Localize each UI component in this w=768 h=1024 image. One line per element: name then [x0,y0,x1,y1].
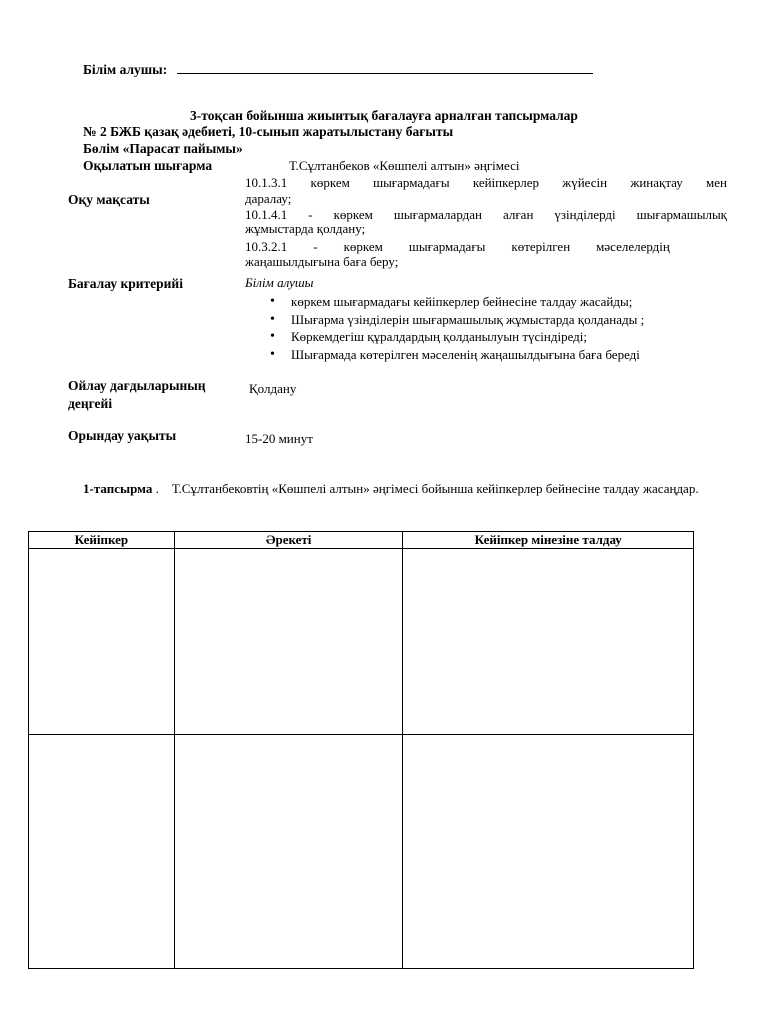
criteria-item: • Шығарма үзінділерін шығармашылық жұмыстарда қолданады ; [245,311,735,329]
analysis-table [28,531,694,969]
goal-label: Оқу мақсаты [68,192,150,207]
header-analysis: Кейіпкер мінезіне талдау [403,532,694,549]
time-value: 15-20 минут [245,431,313,446]
table-row [29,735,694,969]
task-1 [83,481,703,497]
student-label: Білім алушы: [83,62,168,77]
table-cell-action[interactable] [174,549,403,735]
goal-list [245,175,727,270]
goal-1-line-1: 10.1.3.1 көркем шығармадағы кейіпкерлер жүйесін жинақтау мен [245,175,727,190]
subject-line: № 2 БЖБ қазақ әдебиеті, 10-сынып жаратылыстану бағыты [83,124,454,139]
reading-label: Оқылатын шығарма [83,158,213,173]
time-label: Орындау уақыты [68,428,177,443]
criteria-item: • Шығармада көтерілген мәселенің жаңашылдығына баға береді [245,346,735,364]
thinking-label-line-2: деңгейі [68,396,113,411]
table-header-row [29,532,694,549]
goal-3-line-2: жаңашылдығына баға беру; [245,254,399,269]
criteria-item: • Көркемдегіш құралдардың қолданылуын түсіндіреді; [245,328,735,346]
section-line: Бөлім «Парасат пайымы» [83,141,243,156]
thinking-label [68,377,206,413]
table-cell-character[interactable] [29,549,175,735]
thinking-value: Қолдану [249,381,297,396]
task-1-text: . Т.Сұлтанбековтің «Көшпелі алтын» әңгімесі бойынша кейіпкерлер бейнесіне талдау жасаңдар. [152,481,699,496]
criteria-label: Бағалау критерийі [68,276,183,291]
goal-2-line-2: жұмыстарда қолдану; [245,221,366,236]
criteria-list [245,293,735,363]
table-cell-character[interactable] [29,735,175,969]
student-name-row [83,60,593,78]
criteria-item: • көркем шығармадағы кейіпкерлер бейнесіне талдау жасайды; [245,293,735,311]
goal-2-line-1: 10.1.4.1 - көркем шығармалардан алған үзінділерді шығармашылық [245,207,727,222]
reading-value: Т.Сұлтанбеков «Көшпелі алтын» әңгімесі [289,158,520,173]
table-cell-analysis[interactable] [403,549,694,735]
student-name-field[interactable] [177,60,593,74]
header-character: Кейіпкер [29,532,175,549]
table-row [29,549,694,735]
page-title: 3-тоқсан бойынша жиынтық бағалауға арналған тапсырмалар [190,108,578,123]
goal-1-line-2: даралау; [245,191,292,206]
thinking-label-line-1: Ойлау дағдыларының [68,378,206,393]
table-cell-analysis[interactable] [403,735,694,969]
table-cell-action[interactable] [174,735,403,969]
header-action: Әрекеті [174,532,403,549]
criteria-intro: Білім алушы [245,275,314,290]
task-1-label: 1-тапсырма [83,481,153,496]
goal-3-line-1: 10.3.2.1 - көркем шығармадағы көтерілген мәселелердің [245,239,670,254]
